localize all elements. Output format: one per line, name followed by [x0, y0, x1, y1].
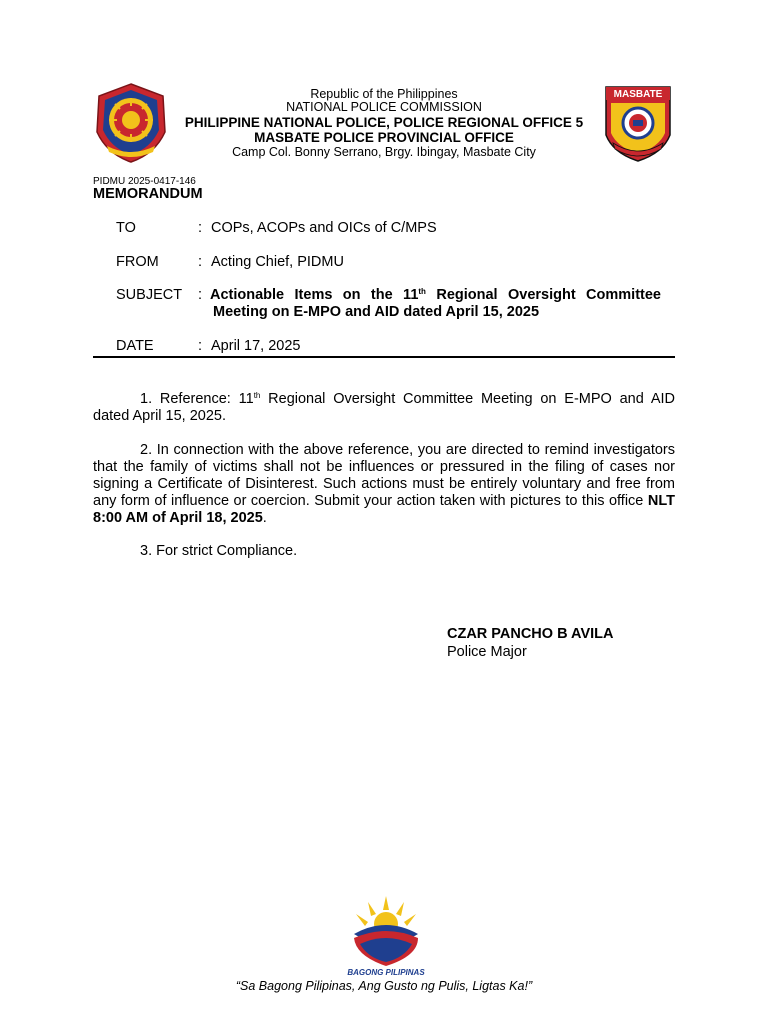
header-divider: [93, 356, 675, 358]
control-number: PIDMU 2025-0417-146: [93, 176, 196, 187]
subject-label: SUBJECT: [116, 287, 183, 303]
header-masbate-ppo: MASBATE POLICE PROVINCIAL OFFICE: [254, 130, 514, 145]
paragraph-1: 1. Reference: 11th Regional Oversight Committee Meeting on E-MPO and AID dated April 15, 2025.: [93, 391, 675, 424]
header-napolcom: NATIONAL POLICE COMMISSION: [286, 100, 482, 114]
paragraph-3: 3. For strict Compliance.: [140, 543, 298, 559]
deadline-text: NLT 8:00 AM of April 18, 2025: [93, 493, 675, 526]
to-label: TO: [116, 220, 136, 236]
header-republic: Republic of the Philippines: [310, 87, 458, 101]
footer-motto: “Sa Bagong Pilipinas, Ang Gusto ng Pulis, Ligtas Ka!”: [235, 979, 533, 993]
signatory-rank: Police Major: [447, 644, 527, 660]
bagong-pilipinas-logo-icon: [346, 894, 426, 978]
document-type: MEMORANDUM: [93, 186, 203, 202]
masbate-ppo-seal-icon: [603, 85, 673, 163]
header-address: Camp Col. Bonny Serrano, Brgy. Ibingay, Masbate City: [232, 145, 536, 159]
bagong-pilipinas-text: BAGONG PILIPINAS: [347, 968, 425, 977]
header-pro5: PHILIPPINE NATIONAL POLICE, POLICE REGIONAL OFFICE 5: [184, 115, 584, 130]
date-value: April 17, 2025: [211, 338, 301, 354]
masbate-banner-text: MASBATE: [613, 89, 663, 100]
subject-value: Actionable Items on the 11th Regional Oversight Committee Meeting on E-MPO and AID dated April 15, 2025: [210, 287, 661, 320]
paragraph-2: 2. In connection with the above reference, you are directed to remind investigators that the family of victims shall not be influences or pressured in the filing of cases nor signing a Certificate of Disinterest. Such actions must be entirely voluntary and free from any form of influence or coercion. Submit your action taken with pictures to this office NLT 8:00 AM of April 18, 2025.: [93, 442, 675, 526]
to-colon: :: [198, 220, 203, 236]
signatory-name: CZAR PANCHO B AVILA: [447, 626, 614, 642]
from-value: Acting Chief, PIDMU: [211, 254, 344, 270]
subject-colon: :: [198, 287, 203, 303]
from-label: FROM: [116, 254, 159, 270]
to-value: COPs, ACOPs and OICs of C/MPS: [211, 220, 437, 236]
from-colon: :: [198, 254, 203, 270]
date-label: DATE: [116, 338, 154, 354]
date-colon: :: [198, 338, 203, 354]
